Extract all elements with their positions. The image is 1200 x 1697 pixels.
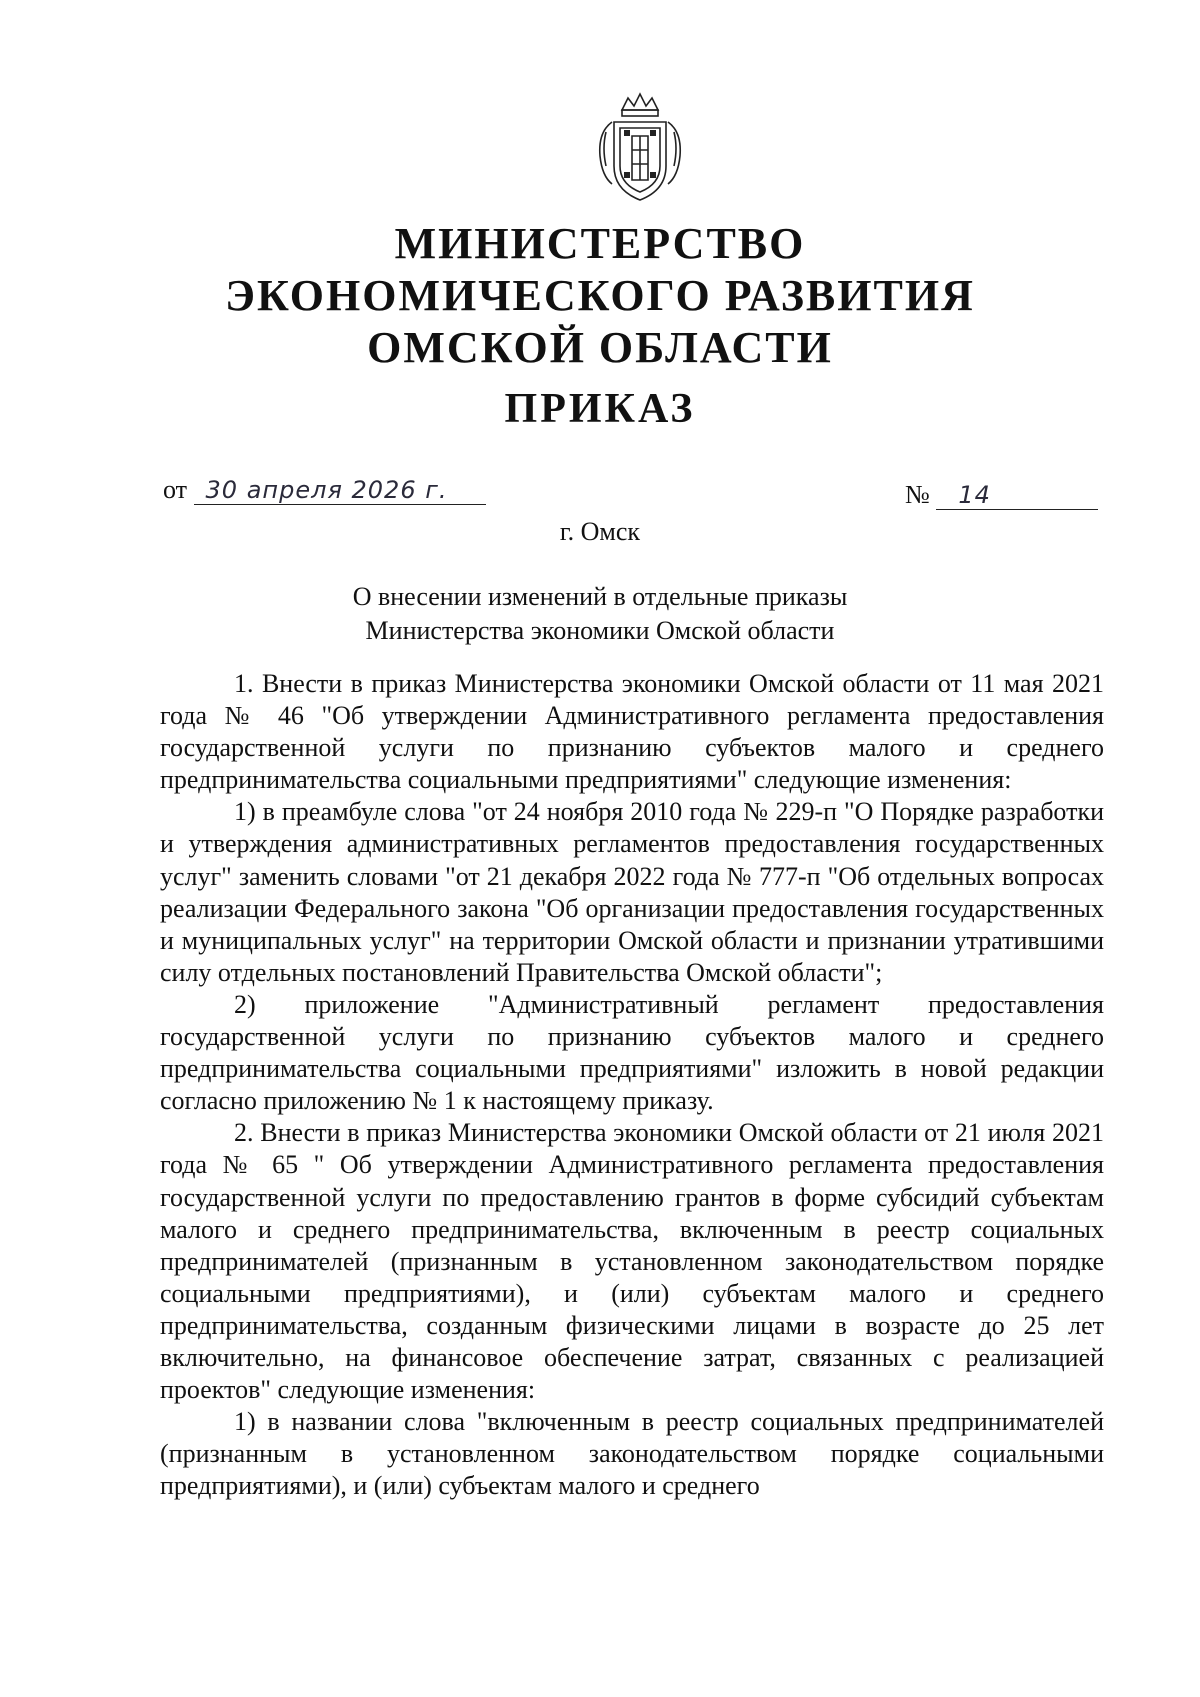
paragraph-2-1: 1) в названии слова "включенным в реестр социальных предпринимателей (признанным в установленном законодательством порядке социальными предприятиями), и (или) субъектам малого и среднего: [160, 1407, 1104, 1501]
paragraph-1: 1. Внести в приказ Министерства экономики Омской области от 11 мая 2021 года № 46 "Об утверждении Административного регламента предоставления государственной услуги по признанию субъектов малого и среднего предпринимательства социальными предприятиями" следующие изменения:: [160, 669, 1104, 795]
handwritten-number: 14: [936, 481, 1098, 510]
ministry-name-line2: ЭКОНОМИЧЕСКОГО РАЗВИТИЯ: [225, 271, 975, 320]
paragraph-1-2: 2) приложение "Административный регламент предоставления государственной услуги по признанию субъектов малого и среднего предпринимательства социальными предприятиями" изложить в новой редакции согласно приложению № 1 к настоящему приказу.: [160, 989, 1104, 1116]
order-body: [160, 668, 1104, 1502]
number-prefix: №: [905, 480, 930, 509]
document-type-title: ПРИКАЗ: [504, 386, 696, 432]
ministry-name-line3: ОМСКОЙ ОБЛАСТИ: [367, 323, 833, 372]
order-subject: [0, 580, 1200, 648]
city-label: г. Омск: [559, 517, 641, 546]
date-prefix: от: [163, 475, 188, 504]
handwritten-date: 30 апреля 2026 г.: [194, 476, 486, 505]
paragraph-1-1: 1) в преамбуле слова "от 24 ноября 2010 года № 229-п "О Порядке разработки и утверждения административных регламентов предоставления государственных услуг" заменить словами "от 21 декабря 2022 года № 777-п "Об отдельных вопросах реализации Федерального закона "Об организации предоставления государственных и муниципальных услуг" на территории Омской области и признании утратившими силу отдельных постановлений Правительства Омской области";: [160, 797, 1104, 987]
subject-line1: О внесении изменений в отдельные приказы: [352, 582, 848, 611]
coat-of-arms-icon: [592, 92, 688, 204]
order-date: [163, 475, 486, 505]
subject-line2: Министерства экономики Омской области: [365, 616, 835, 645]
paragraph-2: 2. Внести в приказ Министерства экономики Омской области от 21 июля 2021 года № 65 " Об утверждении Административного регламента предоставления государственной услуги по предоставлению грантов в форме субсидий субъектам малого и среднего предпринимательства, включенным в реестр социальных предпринимателей (признанным в установленном законодательством порядке социальными предприятиями), и (или) субъектам малого и среднего предпринимательства, созданным физическими лицами в возрасте до 25 лет включительно, на финансовое обеспечение затрат, связанных с реализацией проектов" следующие изменения:: [160, 1118, 1104, 1405]
order-number: [905, 480, 1098, 510]
ministry-name-line1: МИНИСТЕРСТВО: [394, 219, 806, 268]
